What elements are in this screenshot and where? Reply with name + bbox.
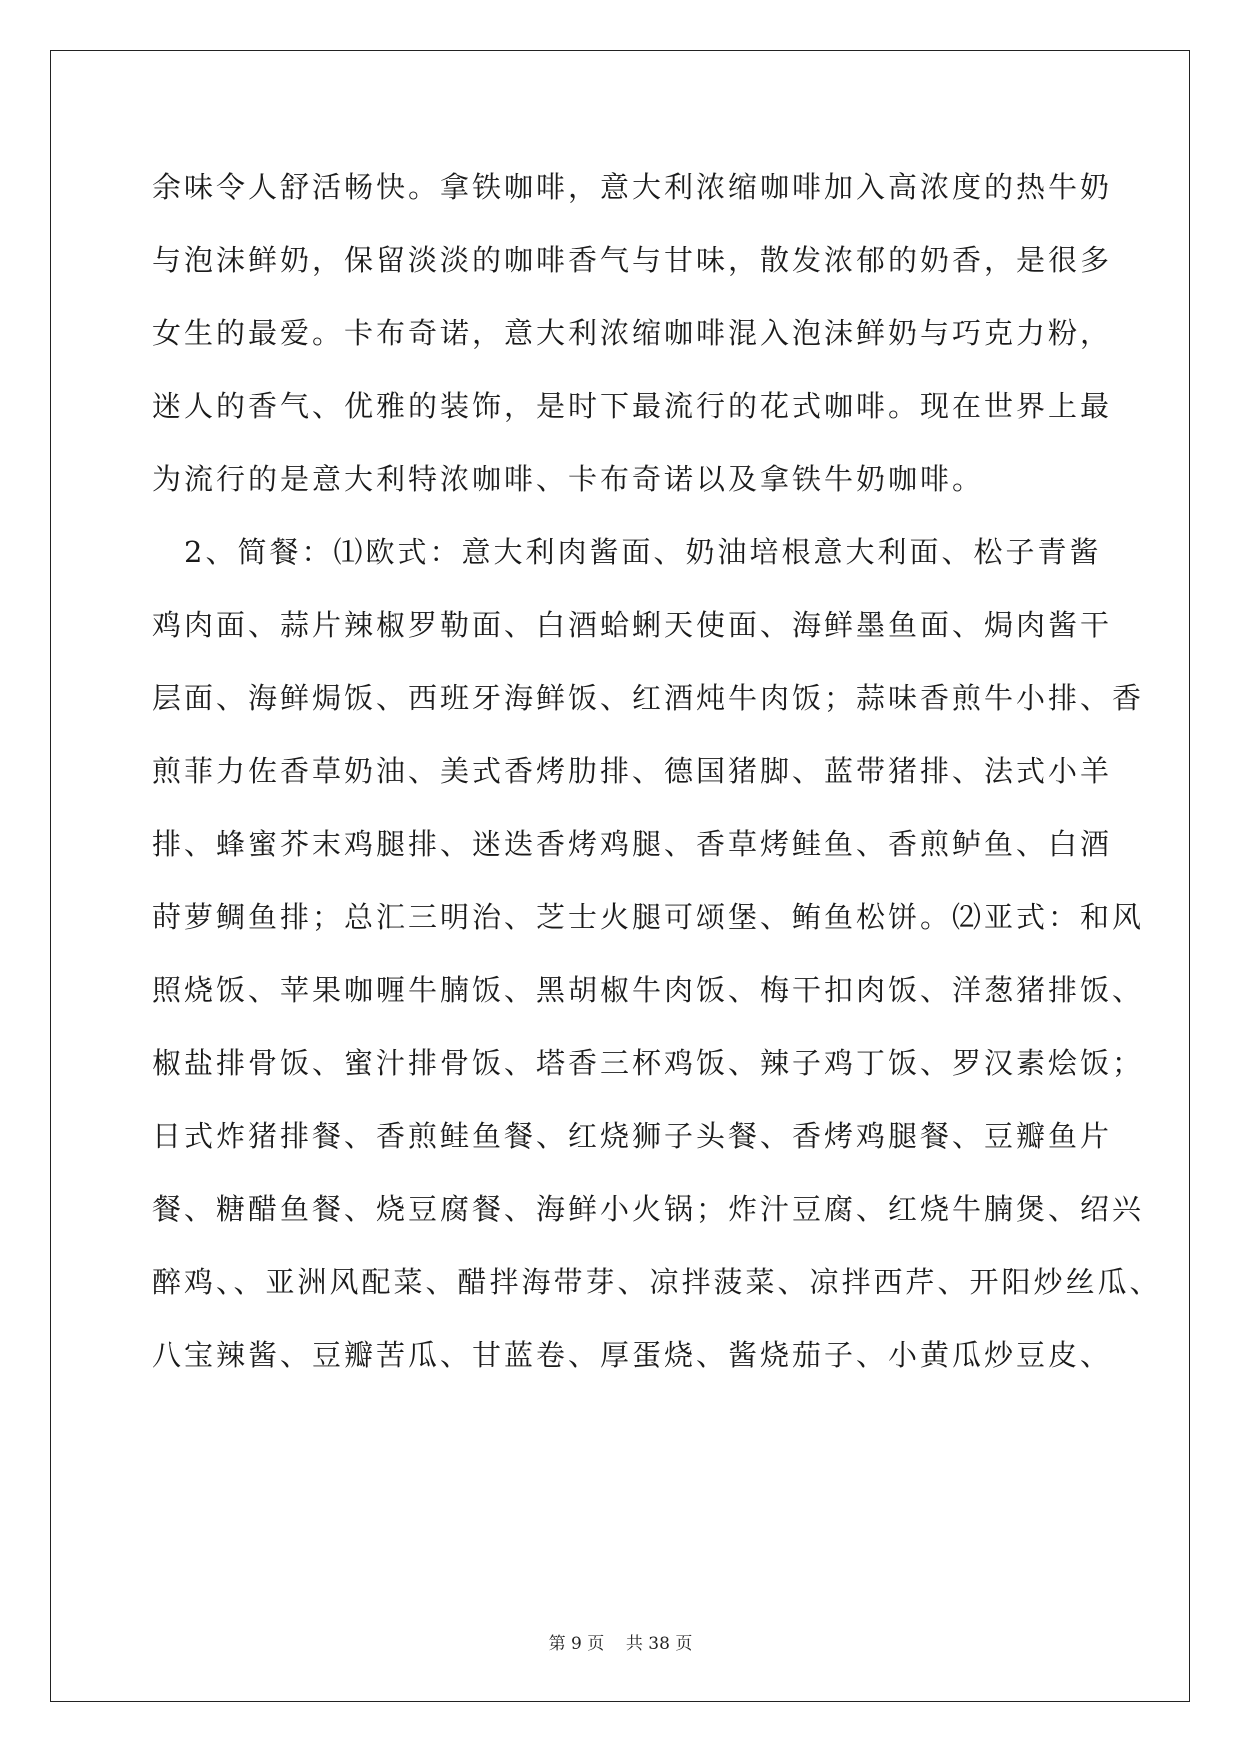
page-number: 第 9 页 共 38 页 xyxy=(548,1634,693,1654)
text-line: 为流行的是意大利特浓咖啡、卡布奇诺以及拿铁牛奶咖啡。 xyxy=(152,462,985,496)
text-line: 层面、海鲜焗饭、西班牙海鲜饭、红酒炖牛肉饭；蒜味香煎牛小排、香 xyxy=(152,681,1145,715)
text-line: 日式炸猪排餐、香煎鲑鱼餐、红烧狮子头餐、香烤鸡腿餐、豆瓣鱼片 xyxy=(152,1119,1113,1153)
text-line: 余味令人舒活畅快。拿铁咖啡，意大利浓缩咖啡加入高浓度的热牛奶 xyxy=(152,170,1113,204)
text-line: 女生的最爱。卡布奇诺，意大利浓缩咖啡混入泡沫鲜奶与巧克力粉， xyxy=(152,316,1113,350)
text-line: 与泡沫鲜奶，保留淡淡的咖啡香气与甘味，散发浓郁的奶香，是很多 xyxy=(152,243,1113,277)
text-line: 迷人的香气、优雅的装饰，是时下最流行的花式咖啡。现在世界上最 xyxy=(152,389,1113,423)
text-line: 莳萝鲷鱼排；总汇三明治、芝士火腿可颂堡、鲔鱼松饼。⑵亚式：和风 xyxy=(152,900,1145,934)
text-line: 椒盐排骨饭、蜜汁排骨饭、塔香三杯鸡饭、辣子鸡丁饭、罗汉素烩饭； xyxy=(152,1046,1145,1080)
text-line: 鸡肉面、蒜片辣椒罗勒面、白酒蛤蜊天使面、海鲜墨鱼面、焗肉酱干 xyxy=(152,608,1113,642)
text-line: 煎菲力佐香草奶油、美式香烤肋排、德国猪脚、蓝带猪排、法式小羊 xyxy=(152,754,1113,788)
page-border xyxy=(50,50,1190,1702)
text-line: 餐、糖醋鱼餐、烧豆腐餐、海鲜小火锅；炸汁豆腐、红烧牛腩煲、绍兴 xyxy=(152,1192,1145,1226)
text-line: 2、简餐：⑴欧式：意大利肉酱面、奶油培根意大利面、松子青酱 xyxy=(152,535,1102,569)
text-line: 照烧饭、苹果咖喱牛腩饭、黑胡椒牛肉饭、梅干扣肉饭、洋葱猪排饭、 xyxy=(152,973,1145,1007)
text-line: 排、蜂蜜芥末鸡腿排、迷迭香烤鸡腿、香草烤鲑鱼、香煎鲈鱼、白酒 xyxy=(152,827,1113,861)
text-line: 醉鸡、、亚洲风配菜、醋拌海带芽、凉拌菠菜、凉拌西芹、开阳炒丝瓜、 xyxy=(152,1265,1162,1299)
text-line: 八宝辣酱、豆瓣苦瓜、甘蓝卷、厚蛋烧、酱烧茄子、小黄瓜炒豆皮、 xyxy=(152,1338,1113,1372)
